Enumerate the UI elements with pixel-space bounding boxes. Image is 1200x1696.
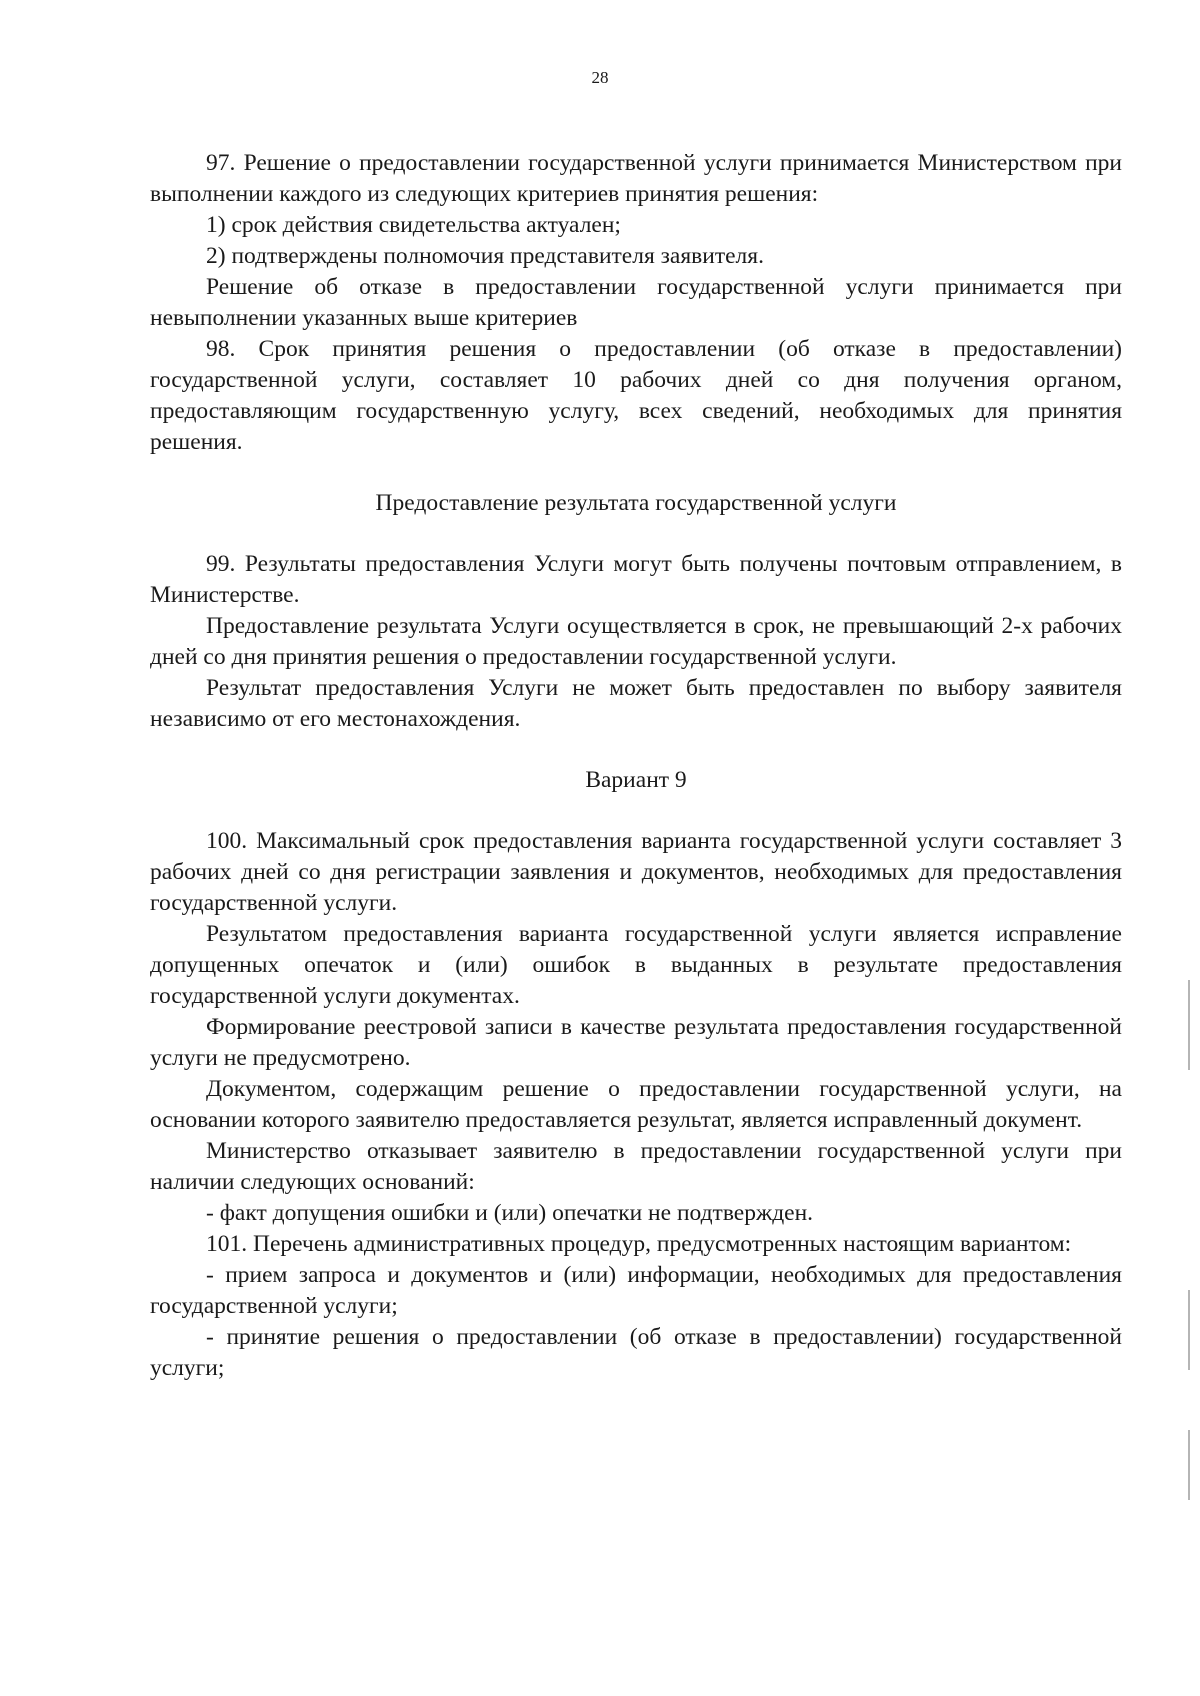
criterion-2: 2) подтверждены полномочия представителя заявителя. bbox=[206, 243, 764, 269]
registry-record-paragraph: Формирование реестровой записи в качестве результата предоставления государственной услуги не предусмотрено. bbox=[150, 1014, 1122, 1071]
scan-edge-mark bbox=[1188, 980, 1190, 1070]
procedure-item-1: - прием запроса и документов и (или) информации, необходимых для предоставления государственной услуги; bbox=[150, 1262, 1122, 1319]
variant-result-paragraph: Результатом предоставления варианта государственной услуги является исправление допущенных опечаток и (или) ошибок в выданных в результате предоставления государственной услуги документах. bbox=[150, 921, 1122, 1009]
paragraph-97: 97. Решение о предоставлении государственной услуги принимается Министерством при выполнении каждого из следующих критериев принятия решения: bbox=[150, 150, 1122, 207]
scan-edge-mark bbox=[1188, 1430, 1190, 1500]
refusal-ground-item: - факт допущения ошибки и (или) опечатки не подтвержден. bbox=[206, 1200, 814, 1226]
refusal-paragraph: Решение об отказе в предоставлении государственной услуги принимается при невыполнении указанных выше критериев bbox=[150, 274, 1122, 331]
procedure-item-2: - принятие решения о предоставлении (об отказе в предоставлении) государственной услуги; bbox=[150, 1324, 1122, 1381]
paragraph-99: 99. Результаты предоставления Услуги могут быть получены почтовым отправлением, в Министерстве. bbox=[150, 551, 1122, 608]
page-number: 28 bbox=[591, 68, 609, 87]
paragraph-98: 98. Срок принятия решения о предоставлении (об отказе в предоставлении) государственной услуги, составляет 10 рабочих дней со дня получения органом, предоставляющим государственную услугу, всех сведений, необходимых для принятия решения. bbox=[150, 336, 1122, 455]
result-choice-paragraph: Результат предоставления Услуги не может быть предоставлен по выбору заявителя независимо от его местонахождения. bbox=[150, 675, 1122, 732]
scan-edge-mark bbox=[1188, 1290, 1190, 1370]
section-heading-variant-9: Вариант 9 bbox=[585, 767, 687, 793]
paragraph-100: 100. Максимальный срок предоставления варианта государственной услуги составляет 3 рабочих дней со дня регистрации заявления и документов, необходимых для предоставления государственной услуги. bbox=[150, 828, 1122, 916]
section-heading-result: Предоставление результата государственной услуги bbox=[375, 490, 897, 516]
refusal-grounds-paragraph: Министерство отказывает заявителю в предоставлении государственной услуги при наличии следующих оснований: bbox=[150, 1138, 1122, 1195]
paragraph-101: 101. Перечень административных процедур, предусмотренных настоящим вариантом: bbox=[206, 1231, 1072, 1257]
decision-document-paragraph: Документом, содержащим решение о предоставлении государственной услуги, на основании которого заявителю предоставляется результат, является исправленный документ. bbox=[150, 1076, 1122, 1133]
document-body bbox=[150, 148, 1122, 1384]
result-term-paragraph: Предоставление результата Услуги осуществляется в срок, не превышающий 2-х рабочих дней со дня принятия решения о предоставлении государственной услуги. bbox=[150, 613, 1122, 670]
criterion-1: 1) срок действия свидетельства актуален; bbox=[206, 212, 621, 238]
